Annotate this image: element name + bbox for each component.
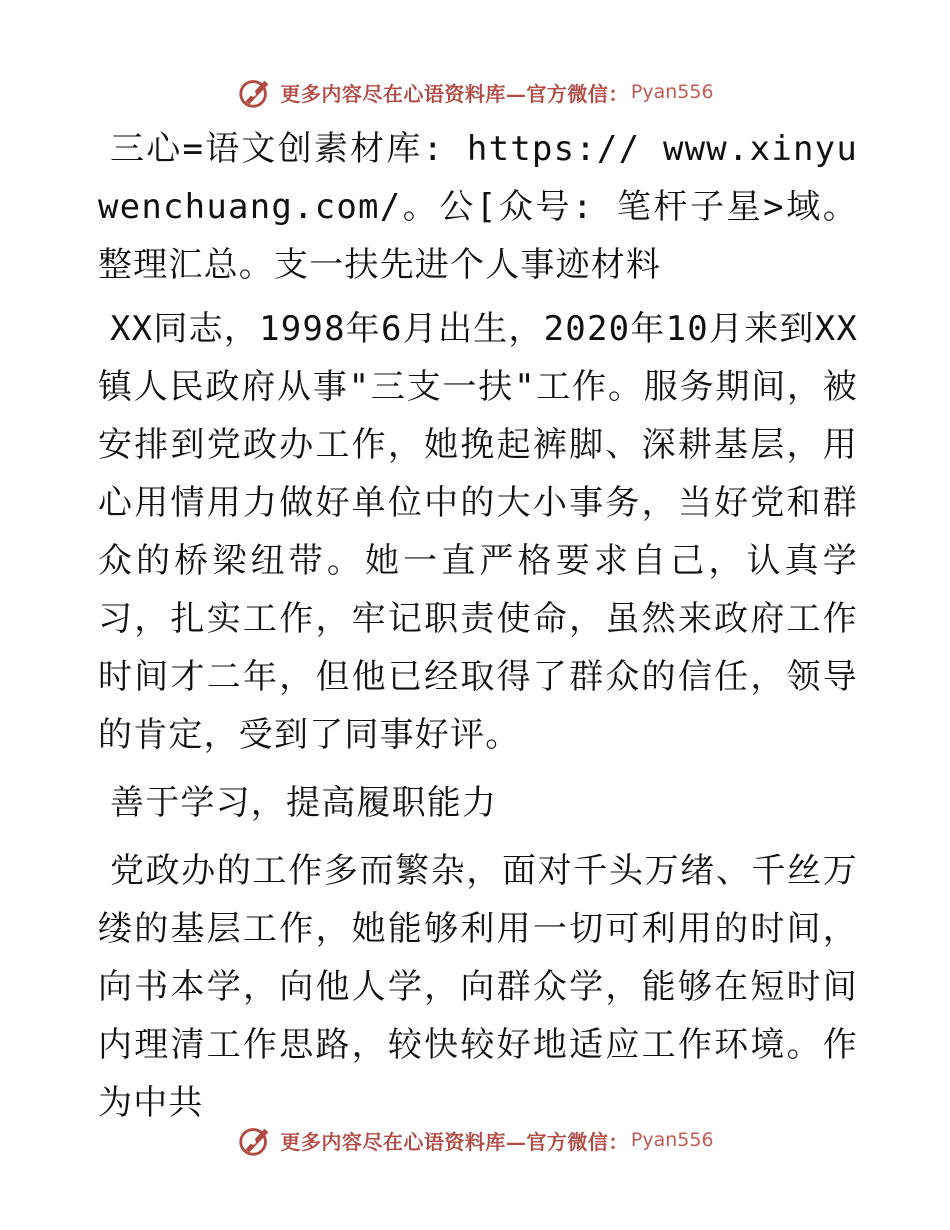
pen-logo-icon (236, 1121, 274, 1159)
pen-logo-icon (236, 73, 274, 111)
source-line: 三心=语文创素材库: https:// www.xinyuwenchuang.com/。公[众号: 笔杆子星>域。整理汇总。支一扶先进个人事迹材料 (98, 129, 858, 285)
watermark-account: Pyan556 (630, 1129, 714, 1151)
document-body (98, 120, 858, 1132)
intro-paragraph: XX同志，1998年6月出生，2020年10月来到XX镇人民政府从事"三支一扶"工作。服务期间，被安排到党政办工作，她挽起裤脚、深耕基层，用心用情用力做好单位中的大小事务，当好党和群众的桥梁纽带。她一直严格要求自己，认真学习，扎实工作，牢记职责使命，虽然来政府工作时间才二年，但他已经取得了群众的信任，领导的肯定，受到了同事好评。 (98, 309, 858, 755)
section-body-paragraph: 党政办的工作多而繁杂，面对千头万绪、千丝万缕的基层工作，她能够利用一切可利用的时间，向书本学，向他人学，向群众学，能够在短时间内理清工作思路，较快较好地适应工作环境。作为中共 (98, 851, 858, 1123)
watermark-account: Pyan556 (630, 81, 714, 103)
watermark-text: 更多内容尽在心语资料库—官方微信： (280, 1129, 629, 1154)
watermark-banner-top (0, 70, 950, 114)
watermark-text: 更多内容尽在心语资料库—官方微信： (280, 81, 629, 106)
watermark-banner-bottom (0, 1118, 950, 1162)
section-heading: 善于学习，提高履职能力 (110, 783, 498, 823)
